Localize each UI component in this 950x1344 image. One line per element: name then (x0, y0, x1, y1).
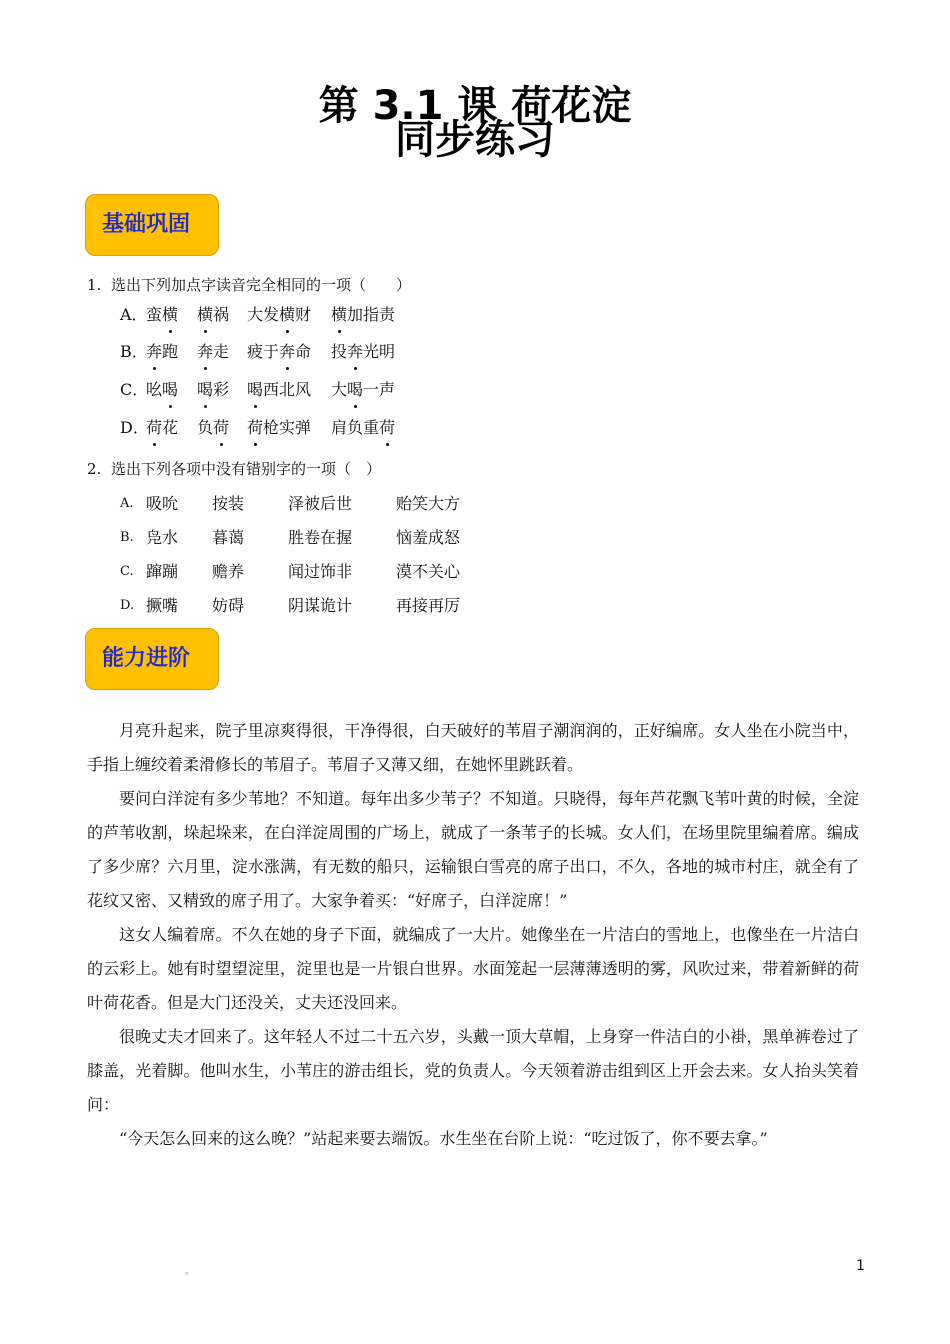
dotted-char: 喝 (197, 380, 214, 399)
option-word: 奔跑 (146, 342, 179, 361)
option-word: 胜卷在握 (288, 528, 353, 547)
option-word: 闻过饰非 (288, 562, 353, 581)
question-number: 2. (87, 460, 102, 478)
dotted-char: 奔 (279, 342, 296, 361)
option-word: 荷花 (146, 418, 179, 437)
question-number: 1. (87, 276, 102, 294)
question-stem: 选出下列加点字读音完全相同的一项（ ） (111, 276, 412, 294)
option-word: 喝西北风 (247, 380, 312, 399)
option-word: 暮蔼 (212, 528, 245, 547)
option-word: 再接再厉 (396, 596, 461, 615)
dotted-char: 荷 (146, 418, 163, 437)
option-word: 撅嘴 (146, 596, 179, 615)
option-label: D． (120, 418, 149, 437)
section-badge-basic: 基础巩固 (85, 194, 219, 256)
dotted-char: 荷 (213, 418, 230, 437)
dotted-char: 奔 (347, 342, 364, 361)
option-word: 奔走 (197, 342, 230, 361)
option-word: 吆喝 (146, 380, 179, 399)
option-word: 阴谋诡计 (288, 596, 353, 615)
option-word: 荷枪实弹 (247, 418, 312, 437)
lesson-title: 第 3.1 课 荷花淀 (318, 83, 632, 129)
option-word: 肩负重荷 (331, 418, 396, 437)
option-label: A． (120, 305, 148, 324)
option-word: 泽被后世 (288, 494, 353, 513)
option-word: 疲于奔命 (247, 342, 312, 361)
dotted-char: 横 (197, 305, 214, 324)
dotted-char: 荷 (247, 418, 264, 437)
dotted-char: 奔 (146, 342, 163, 361)
dotted-char: 横 (279, 305, 296, 324)
option-word: 喝彩 (197, 380, 230, 399)
option-word: 负荷 (197, 418, 230, 437)
option-word: 投奔光明 (331, 342, 396, 361)
dotted-char: 喝 (162, 380, 179, 399)
option-word: 妨碍 (212, 596, 245, 615)
dotted-char: 喝 (347, 380, 364, 399)
dotted-char: 横 (162, 305, 179, 324)
option-word: 蛮横 (146, 305, 179, 324)
option-word: 漠不关心 (396, 562, 461, 581)
option-label: D. (120, 598, 135, 613)
option-word: 赡养 (212, 562, 245, 581)
passage-paragraph: 月亮升起来，院子里凉爽得很，干净得很，白天破好的苇眉子潮润润的，正好编席。女人坐在小院当中，手指上缠绞着柔滑修长的苇眉子。苇眉子又薄又细，在她怀里跳跃着。 (87, 721, 859, 774)
section-badge-advanced: 能力进阶 (85, 628, 219, 690)
passage-paragraph: 这女人编着席。不久在她的身子下面，就编成了一大片。她像坐在一片洁白的雪地上，也像坐在一片洁白的云彩上。她有时望望淀里，淀里也是一片银白世界。水面笼起一层薄薄透明的雾，风吹过来，带着新鲜的荷叶荷花香。但是大门还没关，丈夫还没回来。 (87, 925, 859, 1012)
option-word: 凫水 (146, 528, 179, 547)
option-label: B. (120, 530, 134, 545)
passage-paragraph: 很晚丈夫才回来了。这年轻人不过二十五六岁，头戴一顶大草帽，上身穿一件洁白的小褂，黑单裤卷过了膝盖，光着脚。他叫水生，小苇庄的游击组长，党的负责人。今天领着游击组到区上开会去来。女人抬头笑着问： (87, 1027, 859, 1114)
option-word: 吸吮 (146, 494, 179, 513)
footer-mark: 。 (185, 1266, 195, 1277)
option-label: C． (120, 380, 149, 399)
option-word: 贻笑大方 (396, 494, 461, 513)
option-word: 大发横财 (247, 305, 312, 324)
option-word: 蹿蹦 (146, 562, 179, 581)
question-stem: 选出下列各项中没有错别字的一项（ ） (111, 460, 382, 478)
option-word: 横加指责 (331, 305, 396, 324)
option-word: 恼羞成怒 (396, 528, 461, 547)
dotted-char: 横 (331, 305, 348, 324)
option-label: B． (120, 342, 148, 361)
option-word: 大喝一声 (331, 380, 396, 399)
option-label: C. (120, 564, 134, 579)
option-word: 横祸 (197, 305, 230, 324)
passage-paragraph: 要问白洋淀有多少苇地？不知道。每年出多少苇子？不知道。只晓得，每年芦花飘飞苇叶黄的时候，全淀的芦苇收割，垛起垛来，在白洋淀周围的广场上，就成了一条苇子的长城。女人们，在场里院里编着席。编成了多少席？六月里，淀水涨满，有无数的船只，运输银白雪亮的席子出口，不久，各地的城市村庄，就全有了花纹又密、又精致的席子用了。大家争着买：“好席子，白洋淀席！” (87, 789, 859, 910)
dotted-char: 荷 (379, 418, 396, 437)
lesson-subtitle: 同步练习 (395, 117, 555, 163)
question-1 (87, 275, 411, 295)
option-label: A. (120, 496, 134, 511)
page-number: 1 (856, 1258, 865, 1274)
dotted-char: 喝 (247, 380, 264, 399)
question-2 (87, 459, 381, 479)
passage-paragraph: “今天怎么回来的这么晚？”站起来要去端饭。水生坐在台阶上说：“吃过饭了，你不要去拿。” (119, 1129, 768, 1148)
dotted-char: 奔 (197, 342, 214, 361)
option-word: 按装 (212, 494, 245, 513)
